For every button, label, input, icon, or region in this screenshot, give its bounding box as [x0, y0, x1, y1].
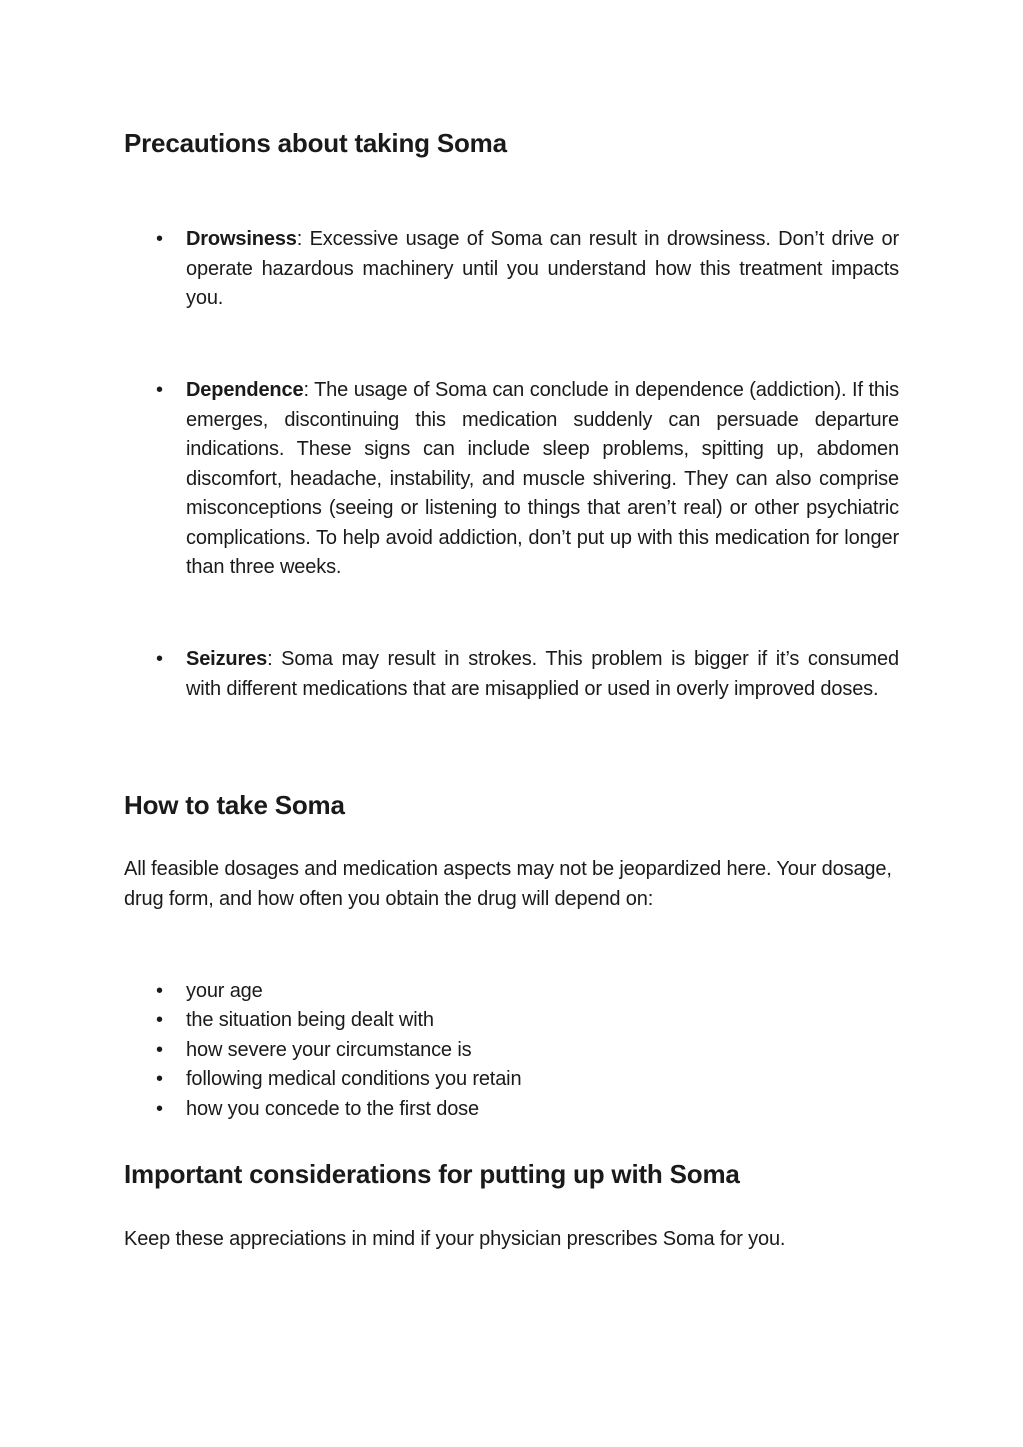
bullet-icon: •: [156, 379, 164, 401]
precautions-heading: Precautions about taking Soma: [124, 128, 507, 158]
list-item: [124, 977, 899, 1006]
precaution-item-dependence: [124, 376, 899, 583]
term-description: : The usage of Soma can conclude in dependence (addiction). If this emerges, discontinuing this medication suddenly can persuade departure indications. These signs can include sleep problems, spitting up, abdomen discomfort, headache, instability, and muscle shivering. They can also comprise misconceptions (seeing or listening to things that aren’t real) or other psychiatric complications. To help avoid addiction, don’t put up with this medication for longer than three weeks.: [186, 379, 899, 578]
bullet-icon: •: [156, 1068, 163, 1091]
term-label: Drowsiness: [186, 228, 297, 250]
list-item-text: how severe your circumstance is: [186, 1038, 472, 1061]
term-label: Dependence: [186, 379, 304, 401]
how-to-take-heading: How to take Soma: [124, 790, 345, 820]
list-item-text: the situation being dealt with: [186, 1009, 434, 1032]
precaution-item-drowsiness: [124, 225, 899, 314]
dosage-factors-list: [124, 977, 899, 1124]
how-to-take-intro: All feasible dosages and medication aspects may not be jeopardized here. Your dosage, drug form, and how often you obtain the drug will depend on:: [124, 858, 892, 910]
term-description: : Soma may result in strokes. This problem is bigger if it’s consumed with different medications that are misapplied or used in overly improved doses.: [186, 648, 899, 700]
list-item: [124, 1006, 899, 1035]
considerations-heading: Important considerations for putting up with Soma: [124, 1159, 740, 1189]
considerations-intro: Keep these appreciations in mind if your physician prescribes Soma for you.: [124, 1228, 786, 1250]
list-item-text: following medical conditions you retain: [186, 1068, 522, 1091]
bullet-icon: •: [156, 228, 164, 250]
precaution-item-seizures: [124, 645, 899, 704]
list-item: [124, 1036, 899, 1065]
list-item-text: how you concede to the first dose: [186, 1097, 480, 1120]
bullet-icon: •: [156, 1097, 163, 1120]
list-item: [124, 1065, 899, 1094]
bullet-icon: •: [156, 648, 164, 670]
list-item: [124, 1095, 899, 1124]
list-item-text: your age: [186, 980, 263, 1002]
term-description: : Excessive usage of Soma can result in drowsiness. Don’t drive or operate hazardous machinery until you understand how this treatment impacts you.: [186, 228, 899, 309]
bullet-icon: •: [156, 980, 163, 1002]
list-item-text: [186, 225, 899, 314]
list-item-text: [186, 645, 899, 704]
list-item-text: [186, 376, 899, 583]
term-label: Seizures: [186, 648, 268, 670]
bullet-icon: •: [156, 1009, 163, 1032]
bullet-icon: •: [156, 1038, 163, 1061]
